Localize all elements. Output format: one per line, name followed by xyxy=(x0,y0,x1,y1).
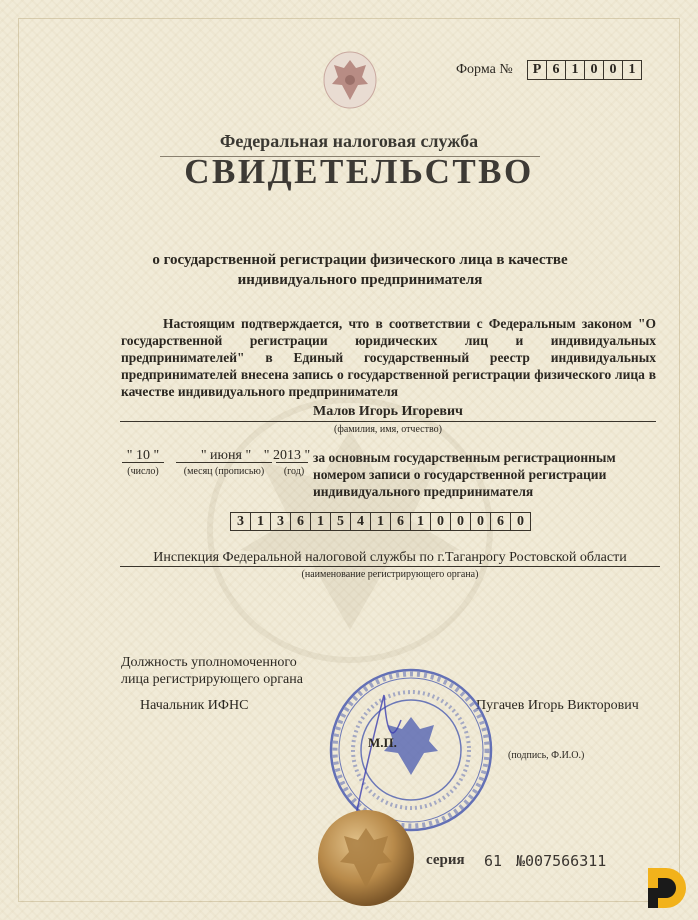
registration-number-cell: 1 xyxy=(370,512,390,531)
registration-number-cell: 6 xyxy=(290,512,310,531)
registration-number-cells xyxy=(230,512,531,531)
person-name: Малов Игорь Игоревич xyxy=(313,404,463,419)
registration-number-cell: 3 xyxy=(270,512,290,531)
form-code-cell: Р xyxy=(527,60,546,80)
document-subtitle xyxy=(120,250,600,290)
date-month-caption: (месяц (прописью) xyxy=(183,466,265,477)
position-label-line: лица регистрирующего органа xyxy=(121,672,303,687)
person-name-caption: (фамилия, имя, отчество) xyxy=(334,424,442,435)
authority-name: Инспекция Федеральной налоговой службы по г.Таганрогу Ростовской области xyxy=(153,550,627,565)
registration-number-cell: 0 xyxy=(470,512,490,531)
authority-underline xyxy=(120,566,660,567)
registration-number-cell: 3 xyxy=(230,512,250,531)
document-title: СВИДЕТЕЛЬСТВО xyxy=(184,152,534,191)
person-name-underline xyxy=(120,421,656,422)
registration-number-cell: 1 xyxy=(410,512,430,531)
registration-number-cell: 1 xyxy=(310,512,330,531)
form-code-cell: 0 xyxy=(584,60,603,80)
position-label xyxy=(121,654,303,688)
subtitle-line: о государственной регистрации физического лица в качестве xyxy=(152,252,568,268)
registration-number-cell: 6 xyxy=(490,512,510,531)
subtitle-line: индивидуального предпринимателя xyxy=(237,272,483,288)
registration-number-cell: 0 xyxy=(450,512,470,531)
hologram-seal-icon xyxy=(316,808,416,908)
certification-text: Настоящим подтверждается, что в соответствии с Федеральным законом "О государственной регистрации юридических лиц и индивидуальных предпринимателей" в Единый государственный реестр индивидуальных предпринимателей внесена запись о государственной регистрации физического лица в качестве индивидуального предпринимателя xyxy=(121,316,656,399)
form-code-cells xyxy=(527,60,642,80)
date-year-caption: (год) xyxy=(283,466,305,477)
agency-name: Федеральная налоговая служба xyxy=(219,131,479,151)
date-year-underline xyxy=(276,462,308,463)
signature-caption: (подпись, Ф.И.О.) xyxy=(508,750,585,761)
form-code-cell: 1 xyxy=(565,60,584,80)
registration-number-cell: 1 xyxy=(250,512,270,531)
form-code-cell: 0 xyxy=(603,60,622,80)
date-year: " 2013 " xyxy=(263,448,311,463)
registration-text: за основным государственным регистрационным номером записи о государственной регистрации индивидуального предпринимателя xyxy=(313,450,616,499)
certificate-number: №007566311 xyxy=(516,852,607,870)
signer-position: Начальник ИФНС xyxy=(140,698,249,713)
registration-number-cell: 6 xyxy=(390,512,410,531)
authority-caption: (наименование регистрирующего органа) xyxy=(301,569,479,580)
russian-emblem-icon xyxy=(322,50,378,110)
date-month-underline xyxy=(176,462,272,463)
date-month: " июня " xyxy=(200,448,252,463)
signer-name: Пугачев Игорь Викторович xyxy=(476,698,639,713)
date-day-underline xyxy=(122,462,164,463)
registration-number-cell: 0 xyxy=(510,512,531,531)
registration-number-cell: 5 xyxy=(330,512,350,531)
form-code-cell: 1 xyxy=(622,60,642,80)
date-day: " 10 " xyxy=(126,448,160,463)
position-label-line: Должность уполномоченного xyxy=(121,655,297,670)
series-label: серия xyxy=(426,852,465,868)
date-day-caption: (число) xyxy=(127,466,159,477)
brand-logo-icon xyxy=(640,860,692,916)
form-code-cell: 6 xyxy=(546,60,565,80)
series-value: 61 xyxy=(484,852,503,870)
registration-number-cell: 0 xyxy=(430,512,450,531)
form-label: Форма № xyxy=(456,62,513,77)
registration-number-cell: 4 xyxy=(350,512,370,531)
stamp-place-label: М.П. xyxy=(368,735,397,750)
